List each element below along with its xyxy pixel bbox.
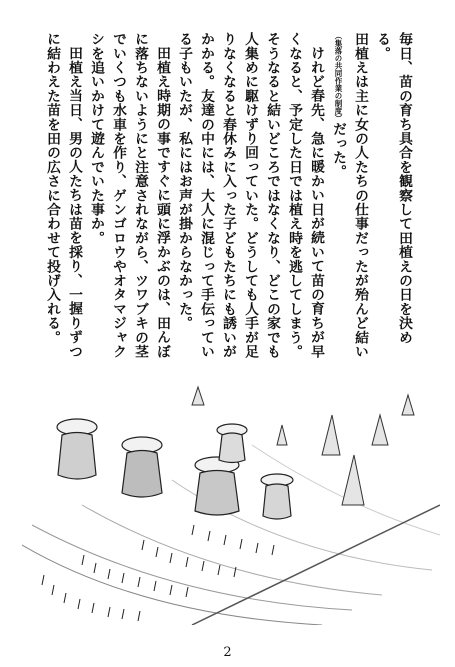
workers bbox=[57, 419, 293, 519]
paragraph-1: 毎日、苗の育ち具合を観察して田植えの日を決める。 bbox=[374, 32, 412, 345]
paragraph-2: 田植えは主に女の人たちの仕事だったが殆んど結い bbox=[352, 32, 368, 359]
paragraph-6: 田植え当日、男の人たちは苗を採り、一握りずつに結わえた苗を田の広さに合わせて投げ入れる。 bbox=[44, 32, 82, 359]
vertical-text-block bbox=[35, 32, 415, 367]
page-number: 2 bbox=[223, 645, 232, 660]
paragraph-4: けれど春先、急に暖かい日が続いて苗の育ちが早くなると、予定した日では植え時を逃してしまう。そうなると結いどころではなくなり、どこの家でも人集めに駆けずり回っていた。どうしても人手が足りなくなると春休みに入った子どもたちにも誘いがかかる。友達の中には、大人に混じって手伝っている子もいたが、私にはお声が掛からなかった。 bbox=[176, 32, 324, 359]
paragraph-3 bbox=[327, 32, 349, 367]
rice-planting-illustration bbox=[22, 385, 440, 625]
paragraph-5: 田植え時期の事ですぐに頭に浮かぶのは、田んぼに落ちないようにと注意されながら、ツワブキの茎でいくつも水車を作り、ゲンゴロウやオタマジャクシを追いかけて遊んでいた事か。 bbox=[88, 32, 170, 359]
annotation-note: （集落の共同作業の制度） bbox=[334, 32, 343, 122]
paragraph-3-tail: だった。 bbox=[330, 122, 346, 179]
